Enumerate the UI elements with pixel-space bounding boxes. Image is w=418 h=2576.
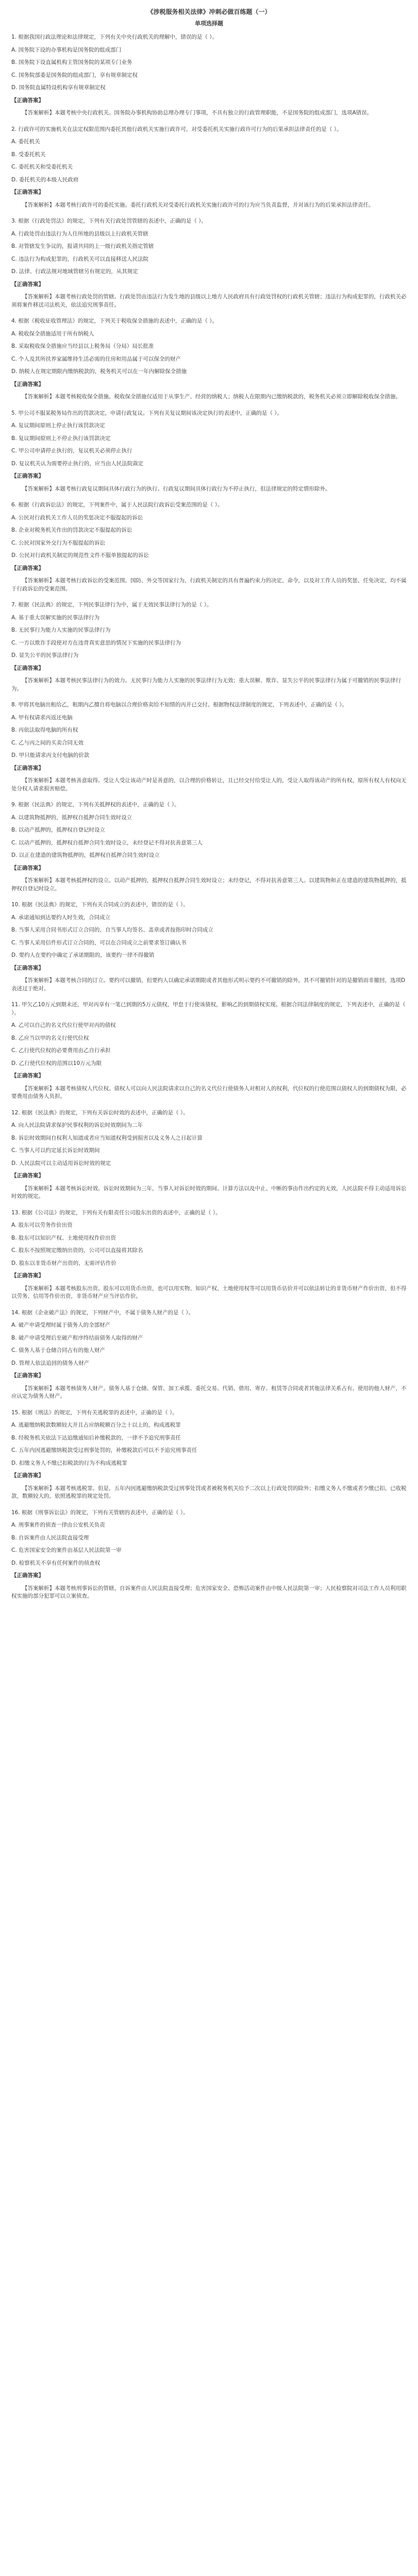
option-d: D. 以正在建造的建筑物抵押的，抵押权自抵押合同生效时设立 xyxy=(11,852,160,858)
option-d: D. 纳税人在规定期限内缴纳税款的，税务机关可以在一年内解除保全措施 xyxy=(11,368,187,375)
answer-label: 【正确答案】 xyxy=(11,97,44,104)
answer-label: 【正确答案】 xyxy=(11,473,44,479)
question-stem: 3. 根据《行政处罚法》的规定，下列有关行政处罚管辖的表述中，正确的是（ ）。 xyxy=(11,218,207,224)
option-b: B. 诉讼时效期间自权利人知道或者应当知道权利受到损害以及义务人之日起计算 xyxy=(11,1134,203,1141)
option-a: A. 委托机关 xyxy=(11,139,40,145)
option-b: B. 采取税收保全措施应当经县以上税务局（分局）局长批准 xyxy=(11,343,154,349)
answer-analysis: 【答案解析】本题考核刑事诉讼的管辖。自诉案件由人民法院直接受理；危害国家安全、恐怖活动案件由中级人民法院第一审；人民检察院对司法工作人员利用职权实施的部分犯罪可以立案侦查。 xyxy=(11,1585,407,1599)
answer-label: 【正确答案】 xyxy=(11,381,44,387)
option-d: D. 管理人依法追回的债务人财产 xyxy=(11,1360,90,1366)
answer-label: 【正确答案】 xyxy=(11,964,44,971)
question-block xyxy=(11,1001,407,1101)
option-c: C. 五年内因逃避缴纳税款受过刑事处罚的，补缴税款后可以不予追究刑事责任 xyxy=(11,1447,197,1453)
option-c: C. 个人及其所扶养家属维持生活必需的住房和用品属于可以保全的财产 xyxy=(11,355,181,362)
question-stem: 14. 根据《企业破产法》的规定，下列财产中，不属于债务人财产的是（ ）。 xyxy=(11,1309,194,1316)
answer-analysis: 【答案解析】本题考核行政许可的委托实施。委托行政机关对受委托行政机关实施行政许可的行为应当负责监督，并对该行为的后果承担法律责任。 xyxy=(22,201,374,208)
question-stem: 11. 甲欠乙10万元到期未还，甲对丙享有一笔已到期的5万元债权，甲怠于行使该债权，影响乙的到期债权实现。根据合同法律制度的规定，下列表述中，正确的是（ ）。 xyxy=(11,1002,406,1016)
question-block xyxy=(11,317,407,401)
question-stem: 15. 根据《刑法》的规定，下列有关逃税罪的表述中，正确的是（ ）。 xyxy=(11,1409,178,1416)
option-c: C. 公民对国家外交行为不服提起的诉讼 xyxy=(11,539,106,546)
answer-label: 【正确答案】 xyxy=(11,1372,44,1379)
option-a: A. 刑事案件的侦查一律由公安机关负责 xyxy=(11,1522,105,1528)
answer-analysis: 【答案解析】本题考核债务人财产。债务人基于仓储、保管、加工承揽、委托交易、代销、借用、寄存、租赁等合同或者其他法律关系占有、使用的他人财产，不应认定为债务人财产。 xyxy=(11,1385,407,1399)
option-a: A. 逃避缴纳税款数额较大并且占应纳税额百分之十以上的，构成逃税罪 xyxy=(11,1422,181,1428)
option-c: C. 委托机关和受委托机关 xyxy=(11,164,73,170)
answer-label: 【正确答案】 xyxy=(11,281,44,287)
option-d: D. 扣缴义务人不缴已扣税款的行为不构成逃税罪 xyxy=(11,1460,127,1466)
question-block xyxy=(11,1309,407,1401)
question-block xyxy=(11,217,407,309)
option-c: C. 当事人可以约定延长诉讼时效期间 xyxy=(11,1147,100,1154)
answer-analysis: 【答案解析】本题考核行政处罚的管辖。行政处罚由违法行为发生地的县级以上地方人民政府具有行政处罚权的行政机关管辖；违法行为构成犯罪的，行政机关必须将案件移送司法机关，依法追究刑事责任。 xyxy=(11,294,407,308)
answer-label: 【正确答案】 xyxy=(11,665,44,671)
option-b: B. 乙应当以甲的名义行使代位权 xyxy=(11,1035,89,1041)
question-stem: 1. 根据我国行政法理论和法律规定，下列有关中央行政机关的理解中，错误的是（ ）。 xyxy=(11,34,218,40)
question-block xyxy=(11,1509,407,1601)
answer-analysis: 【答案解析】本题考核税收保全措施。税收保全措施仅适用于从事生产、经营的纳税人；纳税人在限期内已缴纳税款的，税务机关必须立即解除税收保全措施。 xyxy=(22,394,401,400)
question-block xyxy=(11,1209,407,1301)
option-d: D. 显失公平的民事法律行为 xyxy=(11,652,79,658)
question-stem: 5. 甲公司不服某税务局作出的罚款决定，申请行政复议。下列有关复议期间该决定执行的表述中，正确的是（ ）。 xyxy=(11,410,282,416)
question-stem: 10. 根据《民法典》的规定，下列有关合同成立的表述中，错误的是（ ）。 xyxy=(11,902,189,908)
question-block xyxy=(11,33,407,117)
question-block xyxy=(11,1409,407,1501)
option-a: A. 甲有权请求丙返还电脑 xyxy=(11,714,73,721)
option-d: D. 甲只能请求丙支付电脑的价款 xyxy=(11,752,90,758)
option-c: C. 危害国家安全的案件由基层人民法院第一审 xyxy=(11,1547,122,1553)
answer-analysis: 【答案解析】本题考核债权人代位权。债权人可以向人民法院请求以自己的名义代位行使债务人对相对人的权利，代位权的行使范围以债权人的到期债权为限，必要费用由债务人负担。 xyxy=(11,1085,407,1099)
option-c: C. 一方以欺诈手段使对方在违背真实意思的情况下实施的民事法律行为 xyxy=(11,639,181,646)
option-d: D. 公民对行政机关制定的规范性文件不服单独提起的诉讼 xyxy=(11,552,149,558)
option-a: A. 以建筑物抵押的，抵押权自抵押合同生效时设立 xyxy=(11,814,132,821)
option-a: A. 复议期间原则上停止执行该罚款决定 xyxy=(11,422,105,429)
option-b: B. 破产申请受理后至破产程序终结前债务人取得的财产 xyxy=(11,1334,143,1341)
option-b: B. 以动产抵押的，抵押权自登记时设立 xyxy=(11,827,105,833)
option-c: C. 债务人基于仓储合同占有的他人财产 xyxy=(11,1347,106,1353)
answer-analysis: 【答案解析】本题考核抵押权的设立。以动产抵押的，抵押权自抵押合同生效时设立；未经登记，不得对抗善意第三人。以建筑物和正在建造的建筑物抵押的，抵押权自登记时设立。 xyxy=(11,877,407,892)
option-a: A. 公民对行政机关工作人员的奖惩决定不服提起的诉讼 xyxy=(11,514,143,521)
question-block xyxy=(11,501,407,593)
option-a: A. 基于重大误解实施的民事法律行为 xyxy=(11,614,100,621)
option-c: C. 乙行使代位权的必要费用由乙自行承担 xyxy=(11,1047,111,1054)
answer-label: 【正确答案】 xyxy=(11,1173,44,1179)
option-a: A. 行政处罚由违法行为人住所地的县级以上行政机关管辖 xyxy=(11,230,148,237)
option-b: B. 国务院下设直属机构主管国务院的某项专门业务 xyxy=(11,59,132,65)
option-a: A. 破产申请受理时属于债务人的全部财产 xyxy=(11,1322,111,1328)
option-a: A. 承诺通知到达要约人时生效，合同成立 xyxy=(11,914,111,921)
question-stem: 16. 根据《刑事诉讼法》的规定，下列有关管辖的表述中，正确的是（ ）。 xyxy=(11,1509,189,1516)
option-a: A. 股东可以劳务作价出资 xyxy=(11,1222,73,1228)
answer-analysis: 【答案解析】本题考核股东出资。股东可以用货币出资，也可以用实物、知识产权、土地使用权等可以用货币估价并可以依法转让的非货币财产作价出资，但不得以劳务、信用等作价出资，非货币财产应当评估作价。 xyxy=(11,1285,407,1299)
answer-label: 【正确答案】 xyxy=(11,1472,44,1479)
question-block xyxy=(11,410,407,494)
option-d: D. 乙行使代位权的范围以10万元为限 xyxy=(11,1060,102,1066)
answer-label: 【正确答案】 xyxy=(11,1073,44,1079)
option-d: D. 法律、行政法规对地域管辖另有规定的，从其规定 xyxy=(11,268,138,275)
option-c: C. 甲公司申请停止执行的，复议机关必须停止执行 xyxy=(11,448,132,454)
option-b: B. 经税务机关依法下达追缴通知后补缴税款的，一律不予追究刑事责任 xyxy=(11,1434,181,1441)
option-c: C. 股东不按照规定缴纳出资的，公司可以直接将其除名 xyxy=(11,1247,143,1253)
question-stem: 8. 甲将其电脑出租给乙，租期内乙擅自将电脑以合理价格卖给不知情的丙并已交付。根据物权法律制度的规定，下列表述中，正确的是（ ）。 xyxy=(11,702,347,708)
option-d: D. 国务院直属特设机构享有规章制定权 xyxy=(11,84,106,91)
answer-label: 【正确答案】 xyxy=(11,189,44,195)
question-block xyxy=(11,1109,407,1201)
document-title: 《涉税服务相关法律》冲刺必做百练题（一） xyxy=(147,8,271,15)
answer-analysis: 【答案解析】本题考核诉讼时效。诉讼时效期间为三年，当事人对诉讼时效的期间、计算方法以及中止、中断的事由作出约定的无效，人民法院不得主动适用诉讼时效的规定。 xyxy=(11,1185,407,1199)
option-b: B. 丙依法取得电脑的所有权 xyxy=(11,727,78,733)
option-c: C. 以动产抵押的，抵押权自抵押合同生效时设立，未经登记不得对抗善意第三人 xyxy=(11,839,203,846)
option-b: B. 受委托机关 xyxy=(11,151,46,158)
answer-label: 【正确答案】 xyxy=(11,565,44,571)
answer-analysis: 【答案解析】本题考核善意取得。受让人受让该动产时是善意的，以合理的价格转让，且已经交付给受让人的，受让人取得该动产的所有权，原所有权人有权向无处分权人请求损害赔偿。 xyxy=(11,777,407,792)
option-b: B. 企业对税务机关作出的罚款决定不服提起的诉讼 xyxy=(11,527,132,533)
option-c: C. 当事人采用信件形式订立合同的，可以在合同成立之前要求签订确认书 xyxy=(11,939,187,946)
option-c: C. 乙与丙之间的买卖合同无效 xyxy=(11,739,84,746)
answer-analysis: 【答案解析】本题考核合同的订立。要约可以撤销，但要约人以确定承诺期限或者其他形式明示要约不可撤销的除外，其不可撤销针对的是撤销而非撤回，选项D表述过于绝对。 xyxy=(11,977,406,992)
answer-analysis: 【答案解析】本题考核行政诉讼的受案范围。国防、外交等国家行为，行政机关制定的具有普遍约束力的决定、命令，以及对工作人员的奖惩、任免决定，均不属于行政诉讼的受案范围。 xyxy=(11,578,407,592)
option-b: B. 对管辖发生争议的，报请共同的上一级行政机关指定管辖 xyxy=(11,243,154,249)
option-b: B. 股东可以知识产权、土地使用权作价出资 xyxy=(11,1234,116,1241)
option-d: D. 人民法院可以主动适用诉讼时效的规定 xyxy=(11,1160,111,1166)
option-c: C. 违法行为构成犯罪的，行政机关可以直接移送人民法院 xyxy=(11,256,149,262)
question-stem: 12. 根据《民法典》的规定，下列有关诉讼时效的表述中，正确的是（ ）。 xyxy=(11,1109,189,1116)
option-a: A. 乙可以自己的名义代位行使甲对丙的债权 xyxy=(11,1022,116,1028)
option-d: D. 复议机关认为需要停止执行的，应当由人民法院裁定 xyxy=(11,460,144,467)
option-a: A. 国务院下设的办事机构是国务院的组成部门 xyxy=(11,46,122,53)
question-stem: 9. 根据《民法典》的规定，下列有关抵押权的表述中，正确的是（ ）。 xyxy=(11,802,180,808)
option-d: D. 股东以非货币财产出资的，无需评估作价 xyxy=(11,1260,116,1266)
answer-analysis: 【答案解析】本题考核行政复议期间具体行政行为的执行。行政复议期间具体行政行为不停止执行，但法律规定的特定情形除外。 xyxy=(22,485,331,492)
option-b: B. 无民事行为能力人实施的民事法律行为 xyxy=(11,627,111,633)
question-stem: 7. 根据《民法典》的规定，下列民事法律行为中，属于无效民事法律行为的是（ ）。 xyxy=(11,602,212,608)
question-block xyxy=(11,126,407,210)
option-d: D. 要约人在要约中确定了承诺期限的，该要约一律不得撤销 xyxy=(11,952,155,958)
answer-label: 【正确答案】 xyxy=(11,1572,44,1579)
question-block xyxy=(11,601,407,693)
option-a: A. 向人民法院请求保护民事权利的诉讼时效期间为二年 xyxy=(11,1122,143,1128)
answer-analysis: 【答案解析】本题考核中央行政机关。国务院办事机构协助总理办理专门事项，不具有独立的行政管理职能，不是国务院的组成部门，选项A错误。 xyxy=(22,110,373,116)
question-block xyxy=(11,701,407,793)
answer-label: 【正确答案】 xyxy=(11,765,44,771)
option-d: D. 委托机关的本级人民政府 xyxy=(11,176,79,183)
option-b: B. 复议期间原则上不停止执行该罚款决定 xyxy=(11,435,111,442)
answer-analysis: 【答案解析】本题考核逃税罪。但是，五年内因逃避缴纳税款受过刑事处罚或者被税务机关给予二次以上行政处罚的除外；扣缴义务人不缴或者少缴已扣、已收税款，数额较大的，依照逃税罪的规定处罚。 xyxy=(11,1485,407,1499)
question-stem: 6. 根据《行政诉讼法》的规定，下列案件中，属于人民法院行政诉讼受案范围的是（ ）。 xyxy=(11,502,223,508)
option-c: C. 国务院部委是国务院的组成部门，享有规章制定权 xyxy=(11,72,138,78)
option-d: D. 检察机关不享有任何案件的侦查权 xyxy=(11,1560,101,1566)
option-a: A. 税收保全措施适用于所有纳税人 xyxy=(11,330,94,337)
question-block xyxy=(11,901,407,993)
answer-label: 【正确答案】 xyxy=(11,865,44,871)
answer-label: 【正确答案】 xyxy=(11,1273,44,1279)
section-title: 单项选择题 xyxy=(195,20,223,27)
question-stem: 2. 行政许可的实施机关在法定权限范围内委托其他行政机关实施行政许可，对受委托机关实施行政许可行为的后果承担法律责任的是（ ）。 xyxy=(11,126,342,132)
option-b: B. 自诉案件由人民法院直接受理 xyxy=(11,1534,89,1541)
question-stem: 4. 根据《税收征收管理法》的规定，下列关于税收保全措施的表述中，正确的是（ ）。 xyxy=(11,318,218,324)
question-block xyxy=(11,801,407,893)
option-b: B. 当事人采用合同书形式订立合同的，自当事人均签名、盖章或者按指印时合同成立 xyxy=(11,927,213,933)
question-stem: 13. 根据《公司法》的规定，下列有关有限责任公司股东出资的表述中，正确的是（ ）。 xyxy=(11,1209,221,1216)
answer-analysis: 【答案解析】本题考核民事法律行为的效力。无民事行为能力人实施的民事法律行为无效；重大误解、欺诈、显失公平的民事法律行为属于可撤销的民事法律行为。 xyxy=(11,677,401,692)
